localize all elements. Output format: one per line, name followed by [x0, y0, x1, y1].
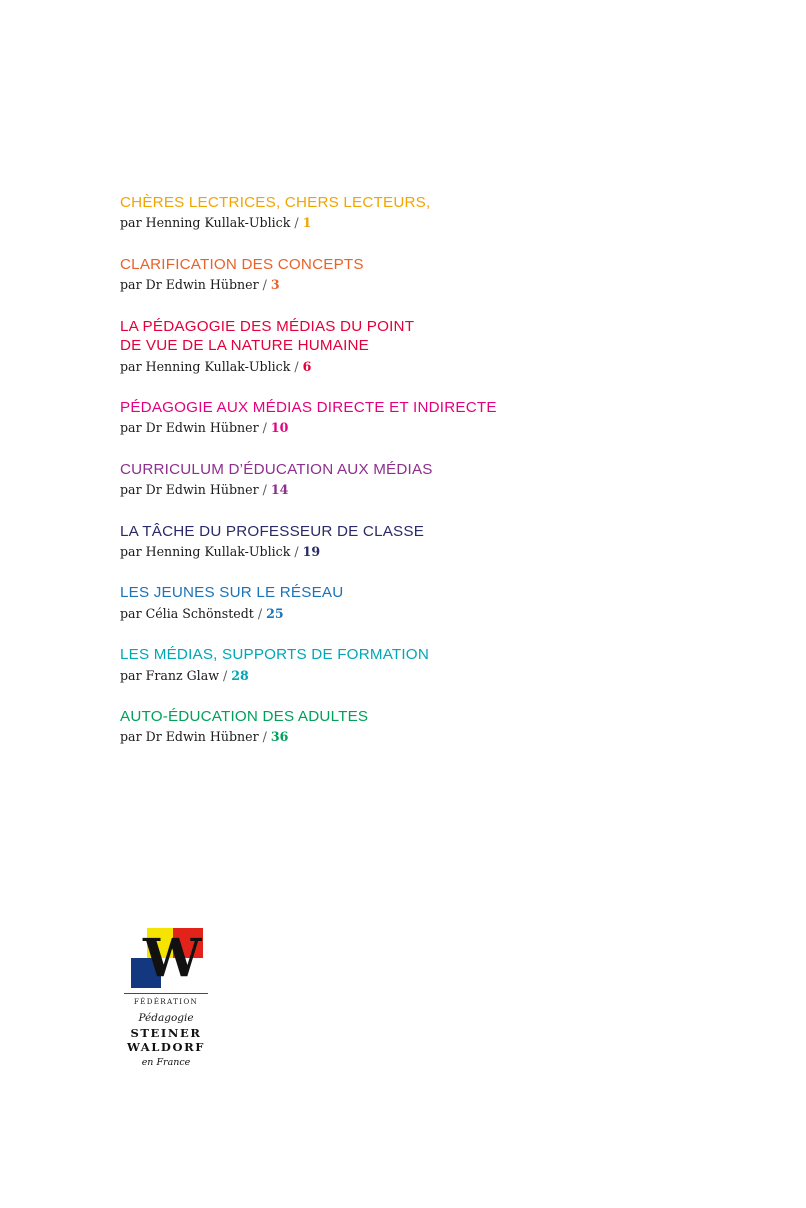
- toc-entry[interactable]: [120, 255, 680, 294]
- toc-entry[interactable]: [120, 193, 680, 232]
- logo-divider: [124, 993, 208, 994]
- logo-pedagogie-text: Pédagogie: [138, 1012, 194, 1024]
- toc-entry-separator: /: [257, 605, 263, 621]
- toc-entry-page: 3: [270, 277, 280, 293]
- toc-entry[interactable]: [120, 645, 680, 684]
- toc-entry-meta: [120, 215, 680, 231]
- toc-entry[interactable]: [120, 317, 680, 375]
- toc-entry-title-line1: PÉDAGOGIE AUX MÉDIAS DIRECTE ET INDIRECTE: [120, 398, 497, 416]
- toc-entry-title: [120, 398, 680, 417]
- toc-entry-separator: /: [262, 277, 267, 293]
- federation-steiner-waldorf-logo: [121, 928, 211, 1068]
- toc-entry-author: par Franz Glaw: [120, 667, 219, 683]
- toc-entry-title-line1: LA PÉDAGOGIE DES MÉDIAS DU POINT: [120, 317, 415, 335]
- logo-steiner-text: STEINER: [130, 1026, 202, 1040]
- toc-entry[interactable]: [120, 707, 680, 746]
- toc-entry-title-line1: CHÈRES LECTRICES, CHERS LECTEURS,: [120, 194, 431, 211]
- toc-entry-title-line1: CLARIFICATION DES CONCEPTS: [120, 255, 364, 273]
- toc-entry-author: par Henning Kullak-Ublick: [120, 543, 291, 559]
- logo-mark-icon: [123, 928, 209, 990]
- toc-entry[interactable]: [120, 460, 680, 499]
- toc-entry-separator: /: [294, 215, 299, 231]
- toc-entry-title: [120, 707, 680, 726]
- toc-entry-separator: /: [262, 482, 267, 498]
- toc-entry-author: par Dr Edwin Hübner: [120, 277, 259, 293]
- toc-entry-page: 19: [302, 543, 321, 559]
- toc-entry-author: par Dr Edwin Hübner: [120, 482, 259, 498]
- toc-entry-page: 1: [302, 215, 312, 231]
- toc-entry-page: 25: [266, 605, 284, 621]
- toc-entry-author: par Dr Edwin Hübner: [120, 729, 259, 745]
- logo-en-france-text: en France: [141, 1056, 191, 1068]
- toc-entry[interactable]: [120, 522, 680, 561]
- toc-entry-meta: [120, 359, 680, 375]
- toc-entry-meta: [120, 668, 680, 684]
- toc-entry-author: par Henning Kullak-Ublick: [120, 358, 291, 374]
- toc-entry-meta: [120, 544, 680, 560]
- toc-entry-author: par Célia Schönstedt: [120, 605, 254, 621]
- toc-entry-author: par Henning Kullak-Ublick: [120, 215, 291, 231]
- logo-federation-text: FÉDÉRATION: [133, 997, 199, 1006]
- toc-entry-title-line1: LA TÂCHE DU PROFESSEUR DE CLASSE: [120, 522, 425, 540]
- toc-entry-title: [120, 583, 680, 602]
- toc-entry[interactable]: [120, 398, 680, 437]
- toc-entry-title: [120, 460, 680, 479]
- toc-entry[interactable]: [120, 583, 680, 622]
- toc-entry-title: [120, 193, 680, 212]
- logo-monogram: W: [143, 928, 198, 989]
- toc-entry-meta: [120, 420, 680, 436]
- toc-entry-author: par Dr Edwin Hübner: [120, 420, 259, 436]
- toc-entry-title: [120, 522, 680, 541]
- toc-entry-separator: /: [294, 358, 299, 374]
- toc-entry-page: 36: [270, 729, 289, 745]
- toc-entry-page: 6: [302, 358, 312, 374]
- toc-entry-title: [120, 317, 680, 356]
- toc-entry-page: 28: [231, 667, 249, 683]
- toc-entry-meta: [120, 729, 680, 745]
- toc-entry-separator: /: [294, 543, 299, 559]
- toc-entry-meta: [120, 277, 680, 293]
- toc-entry-title: [120, 255, 680, 274]
- toc-entry-meta: [120, 482, 680, 498]
- toc-entry-title: [120, 645, 680, 664]
- toc-entry-title-line1: LES MÉDIAS, SUPPORTS DE FORMATION: [120, 646, 429, 664]
- toc-entry-title-line1: AUTO-ÉDUCATION DES ADULTES: [120, 707, 369, 725]
- toc-entry-title-line2: DE VUE DE LA NATURE HUMAINE: [120, 337, 370, 355]
- toc-entry-separator: /: [262, 729, 267, 745]
- toc-entry-title-line1: LES JEUNES SUR LE RÉSEAU: [120, 584, 344, 602]
- logo-waldorf-text: WALDORF: [126, 1040, 206, 1055]
- toc-entry-separator: /: [223, 667, 228, 683]
- toc-entry-separator: /: [262, 420, 267, 436]
- toc-entry-page: 14: [270, 482, 289, 498]
- toc-entry-page: 10: [270, 420, 289, 436]
- toc-entry-title-line1: CURRICULUM D’ÉDUCATION AUX MÉDIAS: [120, 460, 433, 478]
- toc-entry-meta: [120, 606, 680, 622]
- table-of-contents: [120, 193, 680, 769]
